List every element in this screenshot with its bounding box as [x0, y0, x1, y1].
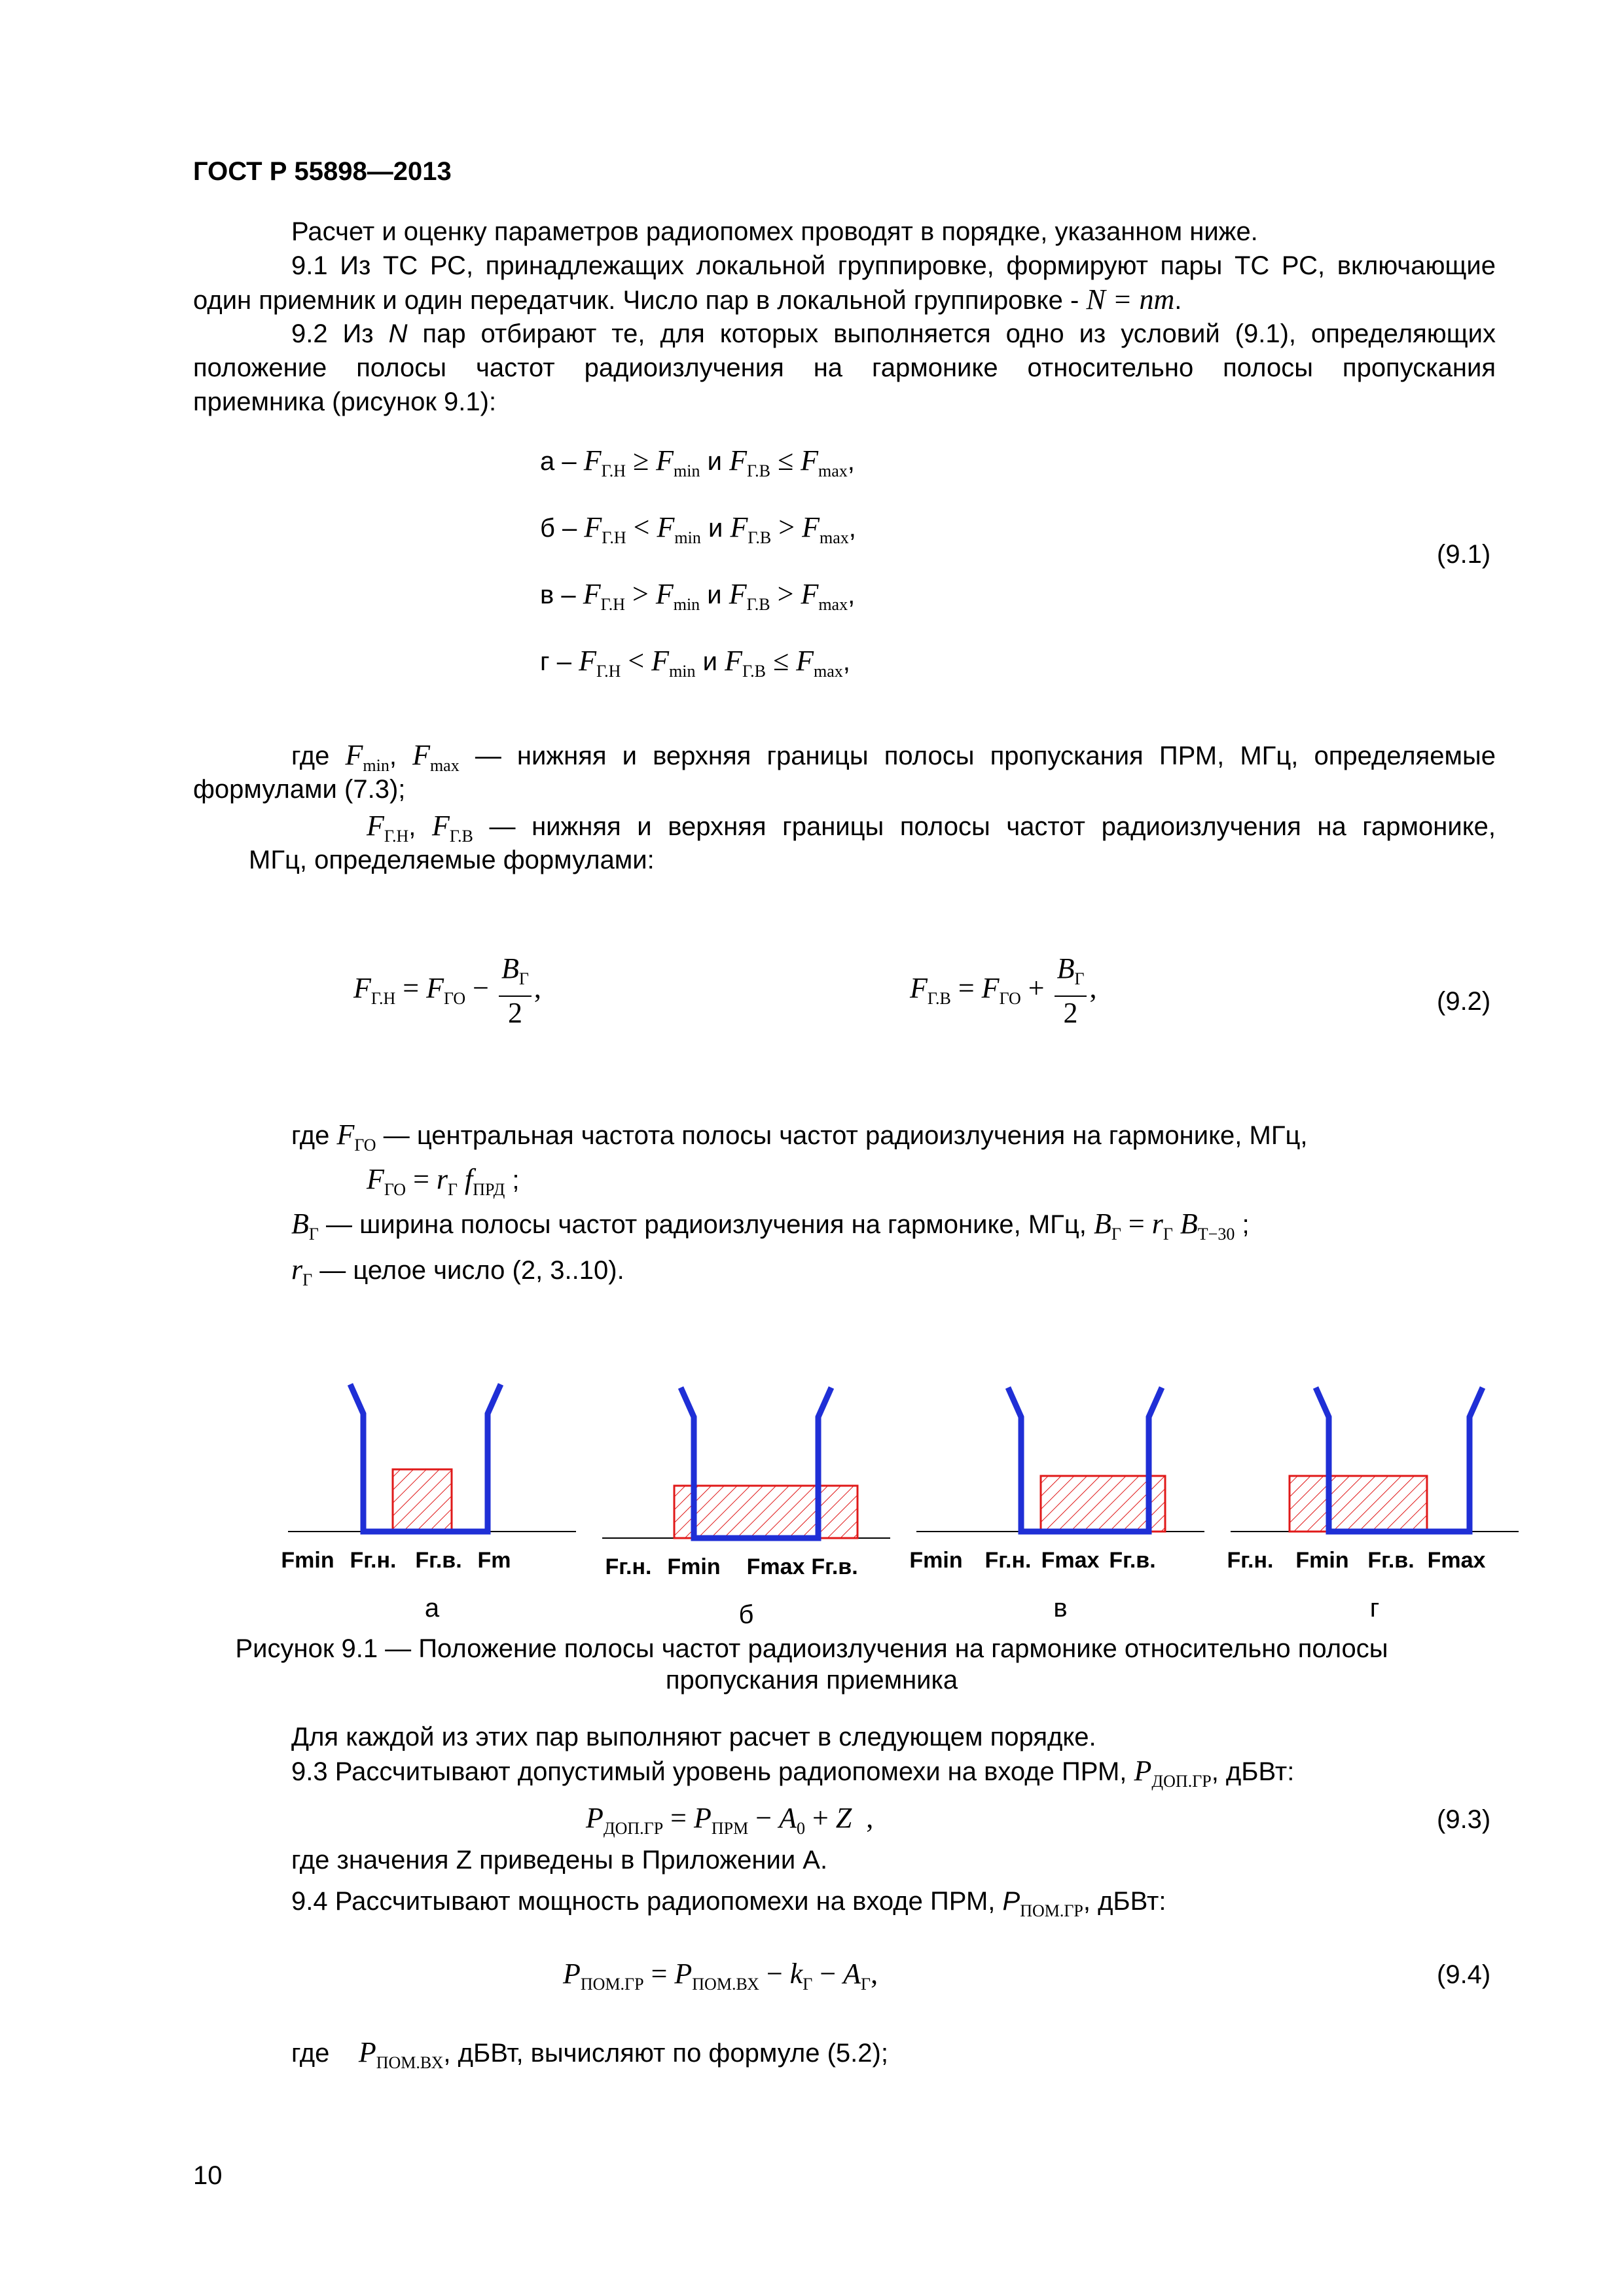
panel-sublabel: г — [1369, 1594, 1380, 1623]
where-fgn-fgv-text: — нижняя и верхняя границы полосы частот радиоизлучения на гармонике, — [489, 812, 1496, 841]
paragraph-9-1-line2: один приемник и один передатчик. Число пар в локальной группировке - N = nm. — [193, 283, 1182, 315]
figure-panel — [281, 1384, 576, 1623]
axis-tick-label: Fmin — [1295, 1548, 1349, 1573]
where-rg-text: — целое число (2, 3..10). — [319, 1256, 624, 1285]
fgo-symbol: $F_{ГО}$ — [336, 1119, 376, 1155]
paragraph-9-2-pre: 9.2 Из — [291, 319, 374, 348]
figure-caption-line2: пропускания приемника — [665, 1666, 958, 1695]
where-fmin-fmax-text: — нижняя и верхняя границы полосы пропускания ПРМ, МГц, определяемые — [475, 742, 1496, 770]
paragraph-9-4: 9.4 Рассчитывают мощность радиопомехи на входе ПРМ, $P_{ПОМ.ГР}$, дБВт: — [291, 1887, 1166, 1920]
fgv-symbol: $F_{Г.В}$ — [432, 810, 473, 846]
page-number: 10 — [193, 2161, 223, 2190]
equation-number-9-2: (9.2) — [1437, 987, 1491, 1016]
bg-formula: $B_Г = r_Г$ $B_{Т-30}$ — [1094, 1208, 1235, 1244]
paragraph-9-3-unit: , дБВт: — [1211, 1757, 1295, 1786]
where-rg — [291, 1254, 624, 1296]
where-bg: $B_Г$ — ширина полосы частот радиоизлучения на гармонике, МГц, $B_Г = r_Г$ $B_{Т-30}$ ; — [291, 1208, 1250, 1244]
figure-panel — [909, 1388, 1204, 1623]
panel-sublabel: в — [1053, 1594, 1068, 1623]
axis-tick-label: Fг.в. — [1109, 1548, 1156, 1573]
axis-tick-label: Fmin — [667, 1554, 721, 1579]
paragraph-9-4-unit: , дБВт: — [1083, 1887, 1166, 1916]
paragraph-9-4-text: 9.4 Рассчитывают мощность радиопомехи на входе ПРМ, — [291, 1887, 996, 1916]
axis-tick-label: Fг.н. — [605, 1554, 652, 1579]
equation-number-9-3: (9.3) — [1437, 1805, 1491, 1834]
axis-tick-label: Fm — [477, 1548, 511, 1573]
paragraph-pairs: Для каждой из этих пар выполняют расчет в следующем порядке. — [291, 1723, 1096, 1751]
var-n: N — [388, 319, 408, 348]
axis-tick-label: Fmax — [1041, 1548, 1100, 1573]
figure-panel — [602, 1388, 890, 1629]
equation-9-2-left: $F_{Г.Н} = F_{ГО}$ − $\frac{B_Г}{2}$ , — [353, 952, 541, 1029]
paragraph-9-3 — [291, 1755, 1294, 1797]
where-pomvx — [291, 2037, 888, 2079]
fmin-symbol: $F_{min}$ — [345, 739, 389, 775]
emission-band — [393, 1469, 452, 1532]
rg-symbol: $r_Г$ — [291, 1253, 313, 1289]
where-fgo — [291, 1119, 1308, 1161]
pair-count-formula: N = nm — [1086, 283, 1175, 315]
axis-tick-label: Fг.в. — [415, 1548, 462, 1573]
condition-row: $г - F_{Г.Н} < F_{min}$ и $F_{Г.В} \le F_{max}$, — [540, 645, 850, 681]
figure-9-1 — [281, 1335, 1519, 1629]
axis-tick-label: Fг.н. — [1227, 1548, 1274, 1573]
axis-tick-label: Fг.в. — [811, 1554, 858, 1579]
pdop-symbol: $P_{ДОП.ГР}$ — [1134, 1755, 1212, 1791]
paragraph-9-2-post: пар отбирают те, для которых выполняется одно из условий (9.1), определяющих — [422, 319, 1496, 348]
axis-tick-label: Fг.н. — [984, 1548, 1032, 1573]
equation-9-3: $P_{ДОП.ГР} = P_{ПРМ} - A_0 + Z$ , — [586, 1802, 874, 1838]
where-word: где — [291, 742, 330, 770]
equation-number-9-4: (9.4) — [1437, 1960, 1491, 1989]
fgo-formula: $F_{ГО} = r_Г$ $f_{ПРД}$ ; — [367, 1163, 520, 1199]
paragraph-9-2-line3: приемника (рисунок 9.1): — [193, 387, 497, 416]
axis-tick-label: Fmin — [909, 1548, 963, 1573]
equation-9-2-right: $F_{Г.В} = F_{ГО}$ + $\frac{B_Г}{2}$ , — [910, 952, 1097, 1029]
where-bg-text: — ширина полосы частот радиоизлучения на гармонике, МГц, — [326, 1210, 1087, 1239]
where-fmin-fmax-line2: формулами (7.3); — [193, 775, 406, 804]
where-pomvx-text: , дБВт, вычисляют по формуле (5.2); — [443, 2039, 888, 2068]
where-fmin-fmax: где $F_{min}$, $F_{max}$ — нижняя и верхняя границы полосы пропускания ПРМ, МГц, определяемые — [291, 739, 1496, 775]
emission-band — [674, 1486, 857, 1538]
where-word-2: где — [291, 1121, 330, 1150]
fmax-symbol: $F_{max}$ — [412, 739, 460, 775]
equation-number-9-1: (9.1) — [1437, 540, 1491, 569]
axis-tick-label: Fmax — [746, 1554, 805, 1579]
figure-caption-line1: Рисунок 9.1 — Положение полосы частот радиоизлучения на гармонике относительно полосы — [235, 1634, 1388, 1663]
paragraph-9-2-line1 — [291, 318, 1496, 350]
fgn-symbol: $F_{Г.Н}$ — [367, 810, 409, 846]
emission-band — [1290, 1476, 1427, 1532]
axis-tick-label: Fmax — [1427, 1548, 1486, 1573]
panel-sublabel: б — [738, 1600, 754, 1629]
where-fgo-text: — центральная частота полосы частот радиоизлучения на гармонике, МГц, — [383, 1121, 1308, 1150]
condition-row: $б - F_{Г.Н} < F_{min}$ и $F_{Г.В} > F_{max}$, — [540, 511, 856, 547]
paragraph-9-1-line1: 9.1 Из ТС РС, принадлежащих локальной группировке, формируют пары ТС РС, включающие — [291, 251, 1496, 280]
condition-row: $а - F_{Г.Н} \ge F_{min}$ и $F_{Г.В} \le F_{max}$, — [540, 444, 855, 480]
bg-symbol: $B_Г$ — [291, 1208, 319, 1244]
axis-tick-label: Fmin — [281, 1548, 334, 1573]
pomvx-symbol: $P_{ПОМ.ВХ}$ — [358, 2036, 444, 2072]
paragraph-intro: Расчет и оценку параметров радиопомех проводят в порядке, указанном ниже. — [291, 217, 1258, 246]
axis-tick-label: Fг.н. — [350, 1548, 397, 1573]
paragraph-9-3-text: 9.3 Рассчитывают допустимый уровень радиопомехи на входе ПРМ, — [291, 1757, 1127, 1786]
where-fgn-fgv-line2: МГц, определяемые формулами: — [249, 846, 655, 874]
where-fgn-fgv: $F_{Г.Н}$, $F_{Г.В}$ — нижняя и верхняя границы полосы частот радиоизлучения на гармонике, — [367, 810, 1496, 846]
figure-panel — [1227, 1388, 1519, 1623]
paragraph-9-1-text: один приемник и один передатчик. Число пар в локальной группировке - — [193, 286, 1079, 315]
paragraph-z-values: где значения Z приведены в Приложении А. — [291, 1846, 828, 1874]
axis-tick-label: Fг.в. — [1367, 1548, 1415, 1573]
equation-9-4: $P_{ПОМ.ГР} = P_{ПОМ.ВХ} - k_Г - A_Г$, — [563, 1958, 878, 1994]
standard-header: ГОСТ Р 55898—2013 — [193, 157, 452, 186]
where-word-3: где — [291, 2039, 330, 2068]
paragraph-9-2-line2: положение полосы частот радиоизлучения на гармонике относительно полосы пропускания — [193, 353, 1496, 382]
panel-sublabel: а — [424, 1594, 440, 1623]
condition-row: $в - F_{Г.Н} > F_{min}$ и $F_{Г.В} > F_{max}$, — [540, 578, 856, 614]
